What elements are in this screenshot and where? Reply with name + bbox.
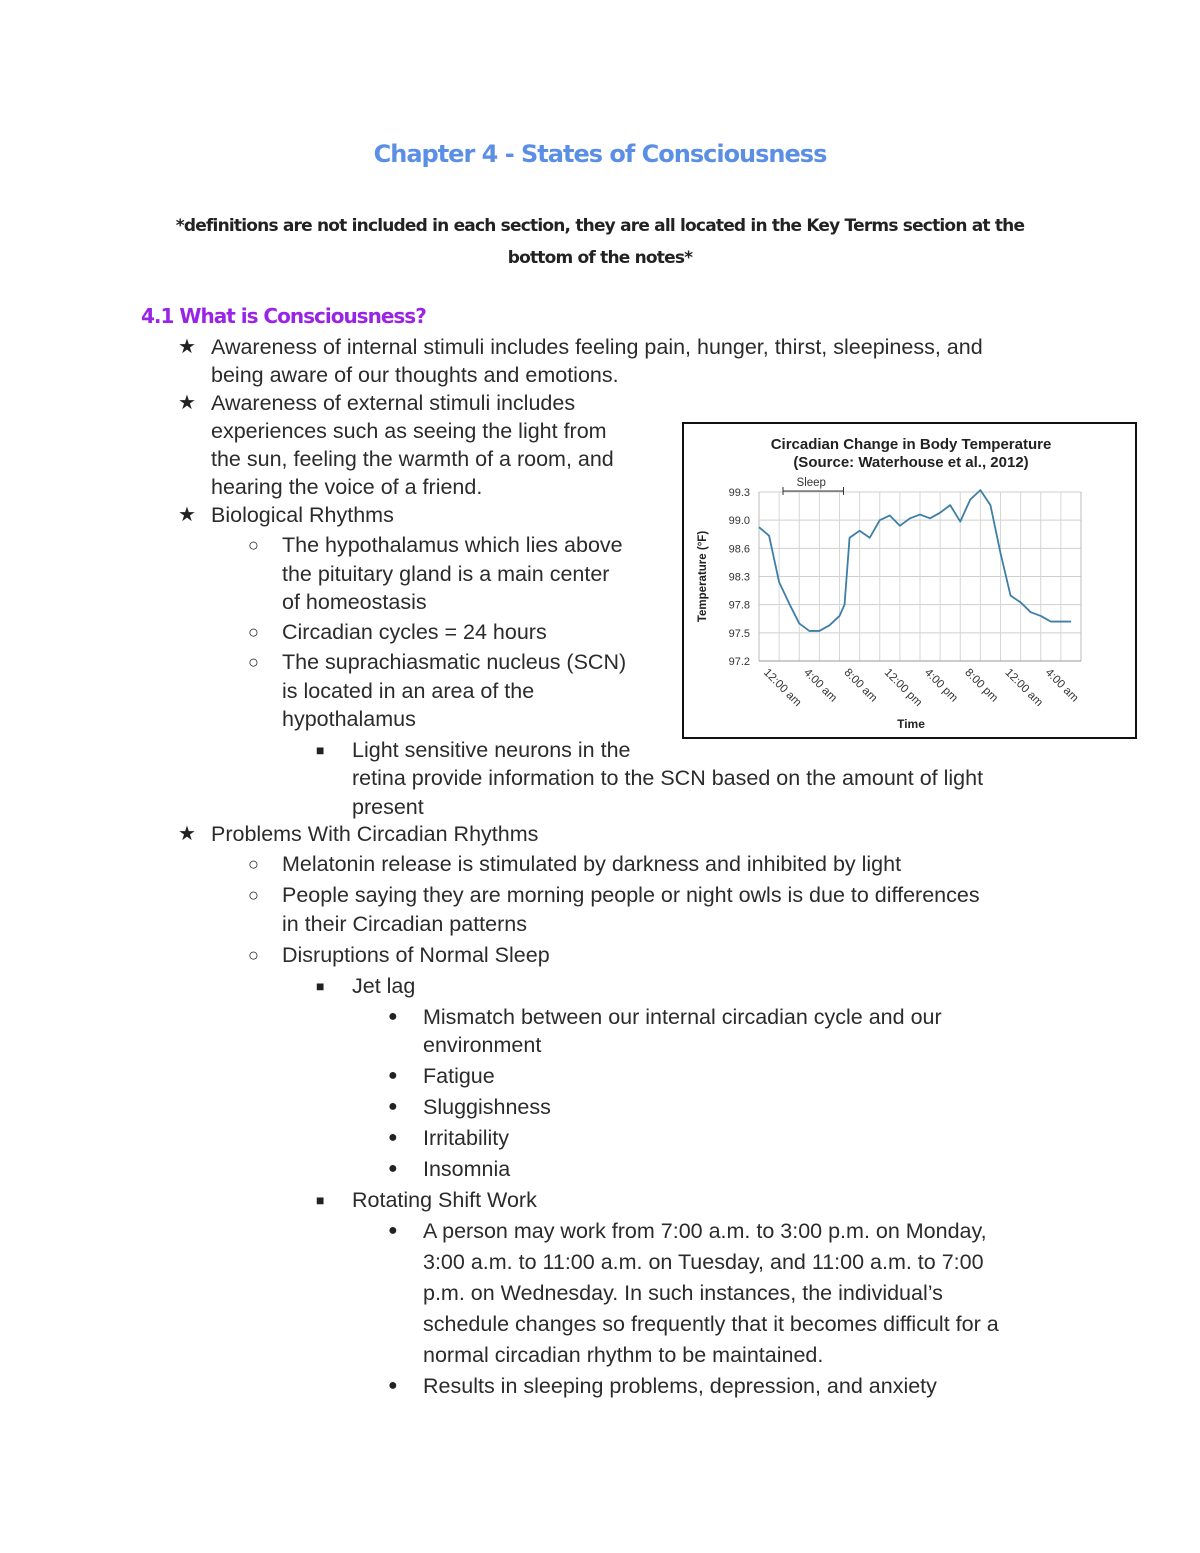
y-axis-label: Temperature (°F) [697,530,709,623]
bullet-text: in their Circadian patterns [282,912,527,936]
bullet-text: normal circadian rhythm to be maintained. [423,1343,824,1367]
bullet-text: schedule changes so frequently that it becomes difficult for a [423,1312,999,1336]
x-tick-label: 4:00 am [1042,666,1081,705]
bullet-text: Biological Rhythms [211,503,394,527]
bullet-text: A person may work from 7:00 a.m. to 3:00 p.m. on Monday, [423,1219,987,1243]
bullet-text: hypothalamus [282,707,416,731]
bullet-text: The suprachiasmatic nucleus (SCN) [282,650,627,674]
bullet-text: of homeostasis [282,590,427,614]
y-tick-label: 97.5 [728,627,750,640]
bullet-text: Sluggishness [423,1095,551,1119]
circle-bullet-icon: ○ [248,622,259,642]
bullet-text: Circadian cycles = 24 hours [282,620,547,644]
bullet-text: Light sensitive neurons in the [352,738,631,762]
dot-bullet-icon: ● [388,1008,398,1025]
x-tick-label: 8:00 am [841,666,880,705]
dot-bullet-icon: ● [388,1222,398,1239]
bullet-text: Awareness of internal stimuli includes feeling pain, hunger, thirst, sleepiness, and [211,335,983,359]
dot-bullet-icon: ● [388,1160,398,1177]
bullet-text: Melatonin release is stimulated by darkness and inhibited by light [282,852,902,876]
circle-bullet-icon: ○ [248,885,259,905]
dot-bullet-icon: ● [388,1098,398,1115]
bullet-text: experiences such as seeing the light from [211,419,607,443]
bullet-text: Insomnia [423,1157,511,1181]
bullet-text: Jet lag [352,974,416,998]
circle-bullet-icon: ○ [248,854,259,874]
bullet-text: Problems With Circadian Rhythms [211,822,539,846]
dot-bullet-icon: ● [388,1377,398,1394]
bullet-text: Rotating Shift Work [352,1188,537,1212]
y-tick-label: 97.8 [728,599,750,612]
square-bullet-icon: ■ [316,1192,325,1208]
bullet-text: Irritability [423,1126,510,1150]
bullet-text: 3:00 a.m. to 11:00 a.m. on Tuesday, and 11:00 a.m. to 7:00 [423,1250,984,1274]
chart-svg [684,424,1135,737]
bullet-text: p.m. on Wednesday. In such instances, the individual’s [423,1281,943,1305]
square-bullet-icon: ■ [316,742,325,758]
x-tick-label: 4:00 am [801,666,840,705]
bullet-text: being aware of our thoughts and emotions. [211,363,619,387]
note-line: bottom of the notes* [507,248,693,268]
definitions-note [130,210,1070,274]
note-line: *definitions are not included in each section, they are all located in the Key Terms section at the [175,216,1025,236]
bullet-text: The hypothalamus which lies above [282,533,623,557]
star-bullet-icon: ★ [178,336,196,358]
bullet-text: Mismatch between our internal circadian cycle and our [423,1005,942,1029]
y-tick-label: 98.3 [728,571,750,584]
circle-bullet-icon: ○ [248,652,259,672]
x-tick-label: 4:00 pm [921,666,960,705]
bullet-text: the sun, feeling the warmth of a room, and [211,447,614,471]
chart-title: Circadian Change in Body Temperature [770,436,1052,453]
page-title: Chapter 4 - States of Consciousness [373,140,827,168]
bullet-text: retina provide information to the SCN based on the amount of light [352,766,984,790]
bullet-text: Disruptions of Normal Sleep [282,943,550,967]
temperature-series-line [759,490,1071,631]
chart-subtitle: (Source: Waterhouse et al., 2012) [793,454,1029,471]
star-bullet-icon: ★ [178,504,196,526]
bullet-text: is located in an area of the [282,679,535,703]
bullet-text: Results in sleeping problems, depression, and anxiety [423,1374,937,1398]
y-tick-label: 97.2 [728,656,750,668]
sleep-annotation-label: Sleep [796,477,826,489]
x-tick-label: 12:00 am [1002,666,1045,710]
bullet-text: hearing the voice of a friend. [211,475,483,499]
circle-bullet-icon: ○ [248,945,259,965]
bullet-text: Fatigue [423,1064,495,1088]
x-tick-label: 12:00 pm [881,666,925,710]
bullet-text: Awareness of external stimuli includes [211,391,576,415]
dot-bullet-icon: ● [388,1067,398,1084]
bullet-text: the pituitary gland is a main center [282,562,610,586]
star-bullet-icon: ★ [178,823,196,845]
x-tick-label: 12:00 am [760,666,804,710]
bullet-text: present [352,795,424,819]
bullet-text: People saying they are morning people or night owls is due to differences [282,883,980,907]
square-bullet-icon: ■ [316,978,325,994]
y-tick-label: 99.3 [728,487,750,499]
temperature-chart [682,422,1137,739]
y-tick-label: 99.0 [728,515,750,528]
circle-bullet-icon: ○ [248,535,259,555]
x-axis-label: Time [897,717,925,731]
star-bullet-icon: ★ [178,392,196,414]
y-tick-label: 98.6 [728,543,750,556]
dot-bullet-icon: ● [388,1129,398,1146]
section-heading: 4.1 What is Consciousness? [141,304,426,328]
bullet-text: environment [423,1033,542,1057]
x-tick-label: 8:00 pm [962,666,1001,705]
